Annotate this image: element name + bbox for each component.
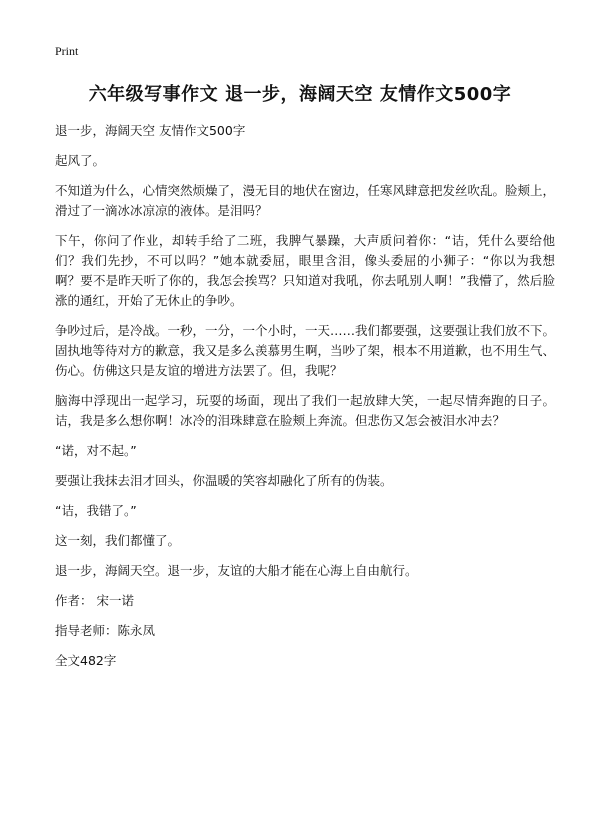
body-paragraph: 下午，你问了作业，却转手给了二班，我脾气暴躁，大声质问着你：“诘，凭什么要给他们？我们先抄，不可以吗？”她本就委屈，眼里含泪，像头委屈的小狮子：“你以为我想啊？要不是昨天听了你的，我怎会挨骂？只知道对我吼，你去吼别人啊！”我懵了，然后脸涨的通红，开始了无休止的争吵。 xyxy=(55,233,555,308)
word-count-line: 全文482字 xyxy=(55,653,117,668)
article-body xyxy=(55,121,555,681)
page-title: 六年级写事作文 退一步，海阔天空 友情作文500字 xyxy=(88,84,512,105)
body-paragraph: 退一步，海阔天空。退一步，友谊的大船才能在心海上自由航行。 xyxy=(55,563,418,578)
print-link[interactable]: Print xyxy=(55,44,79,58)
body-paragraph: 脑海中浮现出一起学习，玩耍的场面，现出了我们一起放肆大笑，一起尽情奔跑的日子。诘，我是多么想你啊！冰冷的泪珠肆意在脸颊上奔流。但悲伤又怎会被泪水冲去？ xyxy=(55,393,555,428)
body-paragraph: 这一刻，我们都懂了。 xyxy=(55,533,181,548)
body-paragraph: 起风了。 xyxy=(55,153,106,168)
body-paragraph: 不知道为什么，心情突然烦燥了，漫无目的地伏在窗边，任寒风肆意把发丝吹乱。脸颊上，滑过了一滴冰冰凉凉的液体。是泪吗？ xyxy=(55,183,556,218)
teacher-line: 指导老师：陈永凤 xyxy=(55,623,156,638)
author-line: 作者： 宋一诺 xyxy=(55,593,134,608)
body-paragraph: 要强让我抹去泪才回头，你温暖的笑容却融化了所有的伪装。 xyxy=(55,473,393,488)
subtitle-paragraph: 退一步，海阔天空 友情作文500字 xyxy=(55,123,246,138)
body-paragraph: “诺，对不起。” xyxy=(55,443,137,458)
body-paragraph: “诘，我错了。” xyxy=(55,503,137,518)
body-paragraph: 争吵过后，是冷战。一秒，一分，一个小时，一天……我们都要强，这要强让我们放不下。固执地等待对方的歉意，我又是多么羡慕男生啊，当吵了架，根本不用道歉，也不用生气、伤心。仿佛这只是友谊的增进方法罢了。但，我呢？ xyxy=(55,323,556,378)
